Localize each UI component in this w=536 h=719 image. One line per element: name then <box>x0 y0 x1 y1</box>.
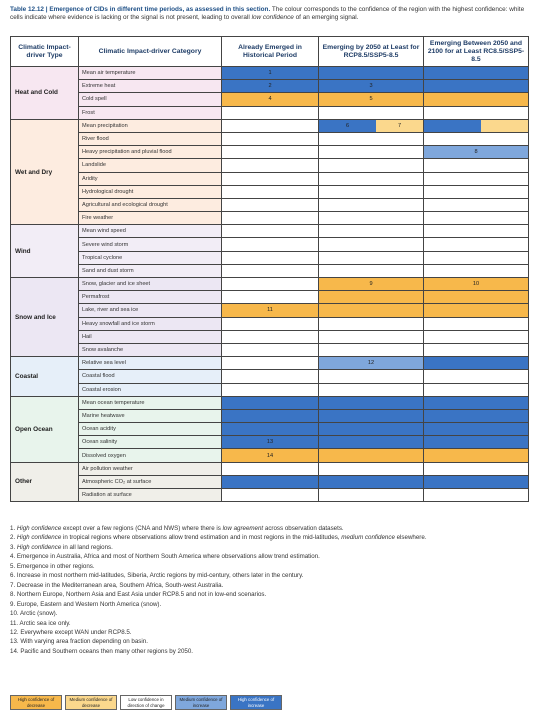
driver-category-cell: Dissolved oxygen <box>79 449 222 462</box>
driver-category-cell: Air pollution weather <box>79 462 222 475</box>
emergence-cell-late <box>424 370 529 383</box>
driver-category-cell: Landslide <box>79 159 222 172</box>
footnote <box>10 543 528 552</box>
emergence-cell-late <box>424 119 529 132</box>
emergence-cell-mid <box>319 343 424 356</box>
emergence-cell-mid <box>319 251 424 264</box>
footnote-ref: 5 <box>369 96 373 103</box>
emergence-cell-late <box>424 317 529 330</box>
emergence-cell-late <box>424 462 529 475</box>
emergence-cell-late <box>424 159 529 172</box>
emergence-cell-past <box>222 67 319 80</box>
footnote-text: 14. Pacific and Southern oceans then many other regions by 2050. <box>10 647 193 655</box>
table-row <box>11 212 529 225</box>
table-row <box>11 278 529 291</box>
driver-type-cell: Other <box>11 462 79 502</box>
legend-key-hd: High confidence of decrease <box>10 695 62 710</box>
emergence-cell-past <box>222 238 319 251</box>
driver-category-cell: Mean precipitation <box>79 119 222 132</box>
emergence-cell-past <box>222 278 319 291</box>
footnote-text: High confidence <box>16 534 62 542</box>
footnote-ref: 14 <box>266 452 274 459</box>
emergence-cell-mid <box>319 304 424 317</box>
table-row <box>11 304 529 317</box>
footnote-text: 10. Arctic (snow). <box>10 610 58 618</box>
caption-lead: Table 12.12 | Emergence of CIDs in different time periods, as assessed in this section. <box>10 6 271 13</box>
emergence-cell-part <box>424 120 481 132</box>
emergence-cell-late <box>424 383 529 396</box>
emergence-cell-late <box>424 409 529 422</box>
emergence-cell-past <box>222 251 319 264</box>
footnote-text: medium confidence <box>341 534 395 542</box>
table-row <box>11 409 529 422</box>
header-already-emerged: Already Emerged in Historical Period <box>222 37 319 67</box>
emergence-cell-late <box>424 343 529 356</box>
emergence-cell-past <box>222 462 319 475</box>
footnote-text: 2. <box>10 534 17 542</box>
emergence-cell-past <box>222 159 319 172</box>
emergence-cell-past <box>222 436 319 449</box>
header-driver-type: Climatic Impact-driver Type <box>11 37 79 67</box>
table-row <box>11 159 529 172</box>
emergence-cell-past <box>222 172 319 185</box>
emergence-cell-late <box>424 278 529 291</box>
emergence-cell-mid <box>319 198 424 211</box>
emergence-cell-past <box>222 383 319 396</box>
footnote-text: across observation datasets. <box>263 525 344 532</box>
caption-text: The colour corresponds to the confidence of the region with the highest confidence: white cells indicate where evidence is lacking or the signal is not present, leading to overall <box>10 6 525 22</box>
legend-key-mi: Medium confidence of increase <box>175 695 227 710</box>
cid-emergence-table <box>10 36 529 502</box>
table-row <box>11 396 529 409</box>
table-row <box>11 436 529 449</box>
legend-key-hi: High confidence of increase <box>230 695 282 710</box>
table-row <box>11 317 529 330</box>
emergence-cell-late <box>424 357 529 370</box>
driver-category-cell: Cold spell <box>79 93 222 106</box>
emergence-cell-late <box>424 185 529 198</box>
emergence-cell-past <box>222 198 319 211</box>
emergence-cell-mid <box>319 159 424 172</box>
emergence-cell-past <box>222 264 319 277</box>
caption-italic: low confidence <box>251 14 294 22</box>
footnote-ref: 13 <box>266 439 274 446</box>
emergence-cell-late <box>424 93 529 106</box>
emergence-cell-past <box>222 343 319 356</box>
emergence-cell-mid <box>319 238 424 251</box>
driver-category-cell: Coastal flood <box>79 370 222 383</box>
table-row <box>11 423 529 436</box>
emergence-cell-late <box>424 212 529 225</box>
driver-category-cell: Radiation at surface <box>79 489 222 502</box>
emergence-cell-past <box>222 409 319 422</box>
emergence-cell-mid <box>319 291 424 304</box>
footnote-ref: 8 <box>474 149 478 156</box>
driver-category-cell: Tropical cyclone <box>79 251 222 264</box>
footnote <box>10 609 528 618</box>
footnote-text: High confidence <box>16 543 62 551</box>
table-row <box>11 291 529 304</box>
footnote <box>10 600 528 609</box>
footnote-ref: 12 <box>367 360 375 367</box>
driver-type-cell: Heat and Cold <box>11 67 79 120</box>
emergence-cell-mid <box>319 317 424 330</box>
driver-category-cell: Fire weather <box>79 212 222 225</box>
driver-category-cell: Snow avalanche <box>79 343 222 356</box>
emergence-cell-late <box>424 489 529 502</box>
table-row <box>11 172 529 185</box>
footnote-text: 6. Increase in most northern mid-latitudes, Siberia, Arctic regions by mid-century, others later in the century. <box>10 572 304 580</box>
driver-category-cell: Atmospheric CO₂ at surface <box>79 475 222 488</box>
emergence-cell-mid <box>319 370 424 383</box>
footnote <box>10 647 528 656</box>
emergence-cell-past <box>222 423 319 436</box>
driver-category-cell: Sand and dust storm <box>79 264 222 277</box>
table-header-row <box>11 37 529 67</box>
emergence-cell-past <box>222 146 319 159</box>
footnote <box>10 524 528 533</box>
emergence-cell-late <box>424 106 529 119</box>
emergence-cell-mid <box>319 106 424 119</box>
emergence-cell-past <box>222 304 319 317</box>
footnote <box>10 628 528 637</box>
driver-category-cell: Heavy precipitation and pluvial flood <box>79 146 222 159</box>
emergence-cell-late <box>424 396 529 409</box>
emergence-cell-mid <box>319 225 424 238</box>
emergence-cell-mid <box>319 489 424 502</box>
emergence-cell-past <box>222 475 319 488</box>
emergence-cell-late <box>424 146 529 159</box>
driver-category-cell: Coastal erosion <box>79 383 222 396</box>
footnote-ref: 3 <box>369 83 373 90</box>
emergence-cell-mid <box>319 436 424 449</box>
emergence-cell-past <box>222 185 319 198</box>
driver-type-cell: Wet and Dry <box>11 119 79 225</box>
driver-type-cell: Wind <box>11 225 79 278</box>
table-row <box>11 119 529 132</box>
table-row <box>11 489 529 502</box>
table-row <box>11 264 529 277</box>
table-row <box>11 238 529 251</box>
table-row <box>11 330 529 343</box>
footnote <box>10 552 528 561</box>
table-row <box>11 357 529 370</box>
emergence-cell-past <box>222 317 319 330</box>
footnote-text: 12. Everywhere except WAN under RCP8.5. <box>10 628 132 636</box>
emergence-cell-past <box>222 291 319 304</box>
emergence-cell-late <box>424 423 529 436</box>
footnote-text: 8. Northern Europe, Northern Asia and East Asia under RCP8.5 and not in low-end scenarios. <box>10 591 267 599</box>
table-footnotes <box>10 524 528 656</box>
footnote-text: in all land regions. <box>61 543 113 551</box>
driver-category-cell: Lake, river and sea ice <box>79 304 222 317</box>
footnote <box>10 581 528 590</box>
table-row <box>11 383 529 396</box>
emergence-cell-late <box>424 172 529 185</box>
driver-category-cell: Mean wind speed <box>79 225 222 238</box>
footnote-text: 9. Europe, Eastern and Western North America (snow). <box>10 600 162 608</box>
emergence-cell-mid <box>319 132 424 145</box>
driver-category-cell: River flood <box>79 132 222 145</box>
driver-category-cell: Hydrological drought <box>79 185 222 198</box>
table-row <box>11 146 529 159</box>
footnote-ref: 1 <box>268 70 272 77</box>
emergence-cell-mid <box>319 409 424 422</box>
emergence-cell-mid <box>319 212 424 225</box>
driver-type-cell: Snow and Ice <box>11 278 79 357</box>
emergence-cell-late <box>424 291 529 304</box>
header-driver-category: Climatic Impact-driver Category <box>79 37 222 67</box>
emergence-cell-late <box>424 198 529 211</box>
table-row <box>11 343 529 356</box>
footnote <box>10 590 528 599</box>
footnote-text: 3. <box>10 543 17 551</box>
emergence-cell-past <box>222 212 319 225</box>
emergence-cell-past <box>222 489 319 502</box>
table-row <box>11 251 529 264</box>
driver-category-cell: Extreme heat <box>79 80 222 93</box>
driver-category-cell: Aridity <box>79 172 222 185</box>
emergence-cell-mid <box>319 475 424 488</box>
emergence-cell-past <box>222 330 319 343</box>
emergence-cell-mid <box>319 462 424 475</box>
emergence-cell-mid <box>319 80 424 93</box>
emergence-cell-late <box>424 449 529 462</box>
driver-category-cell: Permafrost <box>79 291 222 304</box>
emergence-cell-mid <box>319 357 424 370</box>
footnote-text: except over a few regions (CNA and NWS) where there is <box>61 525 223 532</box>
table-row <box>11 370 529 383</box>
driver-category-cell: Severe wind storm <box>79 238 222 251</box>
table-row <box>11 198 529 211</box>
emergence-cell-late <box>424 264 529 277</box>
emergence-cell-mid <box>319 146 424 159</box>
footnote-text: 7. Decrease in the Mediterranean area, Southern Africa, South-west Australia. <box>10 581 224 589</box>
footnote-ref: 7 <box>398 122 402 129</box>
emergence-cell-late <box>424 238 529 251</box>
emergence-cell-part <box>319 120 376 132</box>
footnote-text: 1. <box>10 525 17 532</box>
emergence-cell-past <box>222 225 319 238</box>
driver-category-cell: Hail <box>79 330 222 343</box>
emergence-cell-past <box>222 357 319 370</box>
table-row <box>11 93 529 106</box>
footnote-ref: 11 <box>267 307 273 314</box>
driver-type-cell: Coastal <box>11 357 79 397</box>
emergence-cell-mid <box>319 330 424 343</box>
footnote <box>10 533 528 542</box>
footnote-text: in tropical regions where observations allow trend estimation and in most regions in the mid-latitudes, <box>61 534 342 542</box>
table-row <box>11 67 529 80</box>
emergence-cell-late <box>424 304 529 317</box>
table-row <box>11 475 529 488</box>
footnote-ref: 10 <box>472 281 480 288</box>
emergence-cell-late <box>424 80 529 93</box>
emergence-cell-late <box>424 330 529 343</box>
footnote-ref: 6 <box>346 122 350 129</box>
footnote <box>10 619 528 628</box>
emergence-cell-late <box>424 436 529 449</box>
emergence-cell-late <box>424 251 529 264</box>
driver-category-cell: Marine heatwave <box>79 409 222 422</box>
driver-category-cell: Mean ocean temperature <box>79 396 222 409</box>
driver-category-cell: Frost <box>79 106 222 119</box>
emergence-cell-past <box>222 119 319 132</box>
footnote-ref: 4 <box>268 96 272 103</box>
footnote-text: High confidence <box>16 525 62 532</box>
emergence-cell-mid <box>319 449 424 462</box>
emergence-cell-late <box>424 132 529 145</box>
table-row <box>11 449 529 462</box>
emergence-cell-past <box>222 370 319 383</box>
emergence-cell-mid <box>319 172 424 185</box>
emergence-cell-past <box>222 93 319 106</box>
table-caption <box>10 6 528 22</box>
confidence-legend <box>10 695 282 710</box>
driver-category-cell: Heavy snowfall and ice storm <box>79 317 222 330</box>
driver-category-cell: Mean air temperature <box>79 67 222 80</box>
footnote-ref: 2 <box>268 83 272 90</box>
footnote <box>10 637 528 646</box>
table-row <box>11 462 529 475</box>
driver-category-cell: Ocean acidity <box>79 423 222 436</box>
emergence-cell-mid <box>319 423 424 436</box>
emergence-cell-mid <box>319 264 424 277</box>
footnote-text: 4. Emergence in Australia, Africa and most of Northern South America where observations allow trend estimation. <box>10 553 320 561</box>
footnote-text: 5. Emergence in other regions. <box>10 562 95 570</box>
emergence-cell-mid <box>319 119 424 132</box>
emergence-cell-past <box>222 132 319 145</box>
emergence-cell-mid <box>319 396 424 409</box>
table-body <box>11 67 529 502</box>
header-emerging-2050: Emerging by 2050 at Least for RCP8.5/SSP5-8.5 <box>319 37 424 67</box>
emergence-cell-past <box>222 106 319 119</box>
emergence-cell-mid <box>319 67 424 80</box>
table-row <box>11 132 529 145</box>
emergence-cell-mid <box>319 278 424 291</box>
emergence-cell-late <box>424 475 529 488</box>
driver-category-cell: Relative sea level <box>79 357 222 370</box>
emergence-cell-late <box>424 67 529 80</box>
emergence-cell-past <box>222 449 319 462</box>
emergence-cell-mid <box>319 383 424 396</box>
footnote-text: elsewhere. <box>394 534 427 542</box>
table-row <box>11 225 529 238</box>
table-row <box>11 80 529 93</box>
driver-type-cell: Open Ocean <box>11 396 79 462</box>
footnote-text: low agreement <box>222 525 264 532</box>
driver-category-cell: Agricultural and ecological drought <box>79 198 222 211</box>
driver-category-cell: Snow, glacier and ice sheet <box>79 278 222 291</box>
footnote-text: 13. With varying area fraction depending on basin. <box>10 638 148 646</box>
emergence-cell-past <box>222 80 319 93</box>
caption-text-end: of an emerging signal. <box>293 14 359 22</box>
emergence-cell-mid <box>319 185 424 198</box>
footnote-ref: 9 <box>369 281 373 288</box>
table-row <box>11 185 529 198</box>
header-emerging-2100: Emerging Between 2050 and 2100 for at Least RC8.5/SSP5-8.5 <box>424 37 529 67</box>
driver-category-cell: Ocean salinity <box>79 436 222 449</box>
emergence-cell-past <box>222 396 319 409</box>
legend-key-lc: Low confidence in direction of change <box>120 695 172 710</box>
footnote <box>10 571 528 580</box>
emergence-cell-late <box>424 225 529 238</box>
footnote <box>10 562 528 571</box>
footnote-text: 11. Arctic sea ice only. <box>10 619 71 627</box>
emergence-cell-mid <box>319 93 424 106</box>
table-row <box>11 106 529 119</box>
legend-key-md: Medium confidence of decrease <box>65 695 117 710</box>
